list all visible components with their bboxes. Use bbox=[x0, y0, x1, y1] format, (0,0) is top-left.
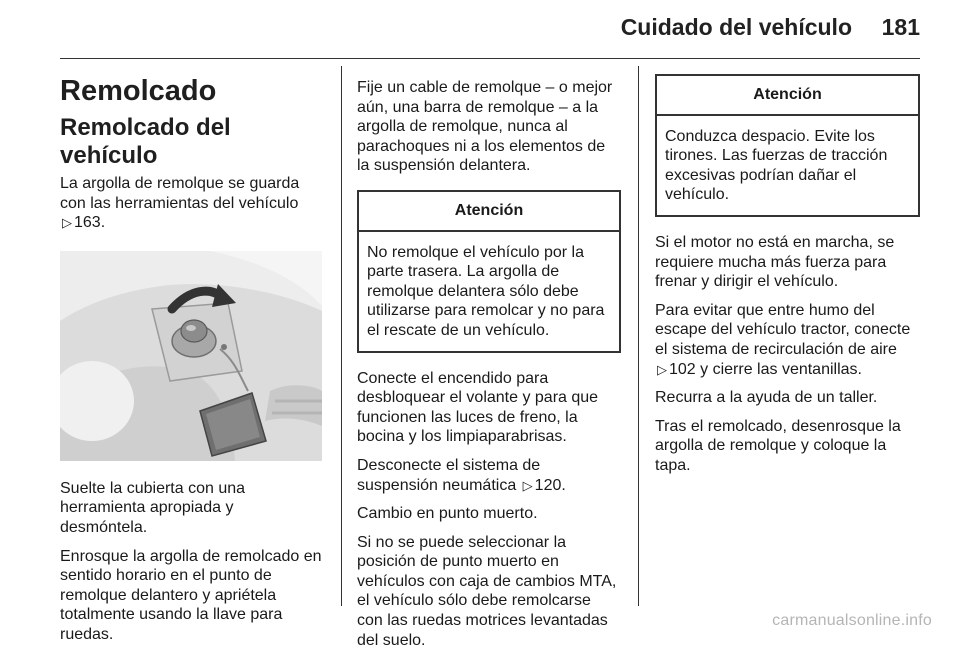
column-3 bbox=[655, 74, 920, 485]
paragraph-towing-eye-storage: La argolla de remolque se guarda con las herramientas del vehículo ▷ 163. bbox=[60, 175, 300, 232]
paragraph-remove-cover: Suelte la cubierta con una herramienta apropiada y desmóntela. bbox=[60, 479, 246, 536]
page-number: 181 bbox=[881, 14, 920, 40]
paragraph-mta-gearbox: Si no se puede seleccionar la posición de punto muerto en vehículos con caja de cambios MTA, el vehículo sólo debe remolcarse con las ruedas motrices levantadas del suelo. bbox=[357, 533, 617, 649]
column-2 bbox=[357, 78, 621, 659]
paragraph-air-suspension: Desconecte el sistema de suspensión neumática ▷ 120. bbox=[357, 456, 566, 494]
paragraph-screw-in-eye: Enrosque la argolla de remolcado en sentido horario en el punto de remolque delantero y apriétela totalmente usando la llave para ruedas. bbox=[60, 547, 322, 643]
page-reference[interactable]: ▷ 120. bbox=[522, 476, 566, 494]
paragraph-engine-off: Si el motor no está en marcha, se requiere mucha más fuerza para frenar y dirigir el vehículo. bbox=[655, 233, 895, 291]
paragraph-neutral: Cambio en punto muerto. bbox=[357, 505, 538, 523]
watermark: carmanualsonline.info bbox=[772, 612, 932, 629]
towing-eye-illustration bbox=[60, 251, 322, 461]
column-divider-2 bbox=[638, 66, 639, 606]
arrow-right-icon: ▷ bbox=[522, 477, 533, 493]
section-title: Remolcado bbox=[60, 75, 217, 107]
towing-eye-figure bbox=[60, 251, 322, 461]
paragraph-after-towing: Tras el remolcado, desenrosque la argolla de remolque y coloque la tapa. bbox=[655, 417, 901, 474]
warning-title: Atención bbox=[359, 192, 619, 232]
paragraph-workshop: Recurra a la ayuda de un taller. bbox=[655, 389, 878, 407]
subsection-title: Remolcado del vehículo bbox=[60, 114, 231, 169]
header-rule bbox=[60, 58, 920, 59]
warning-body: Conduzca despacio. Evite los tirones. Las fuerzas de tracción excesivas podrían dañar el vehículo. bbox=[665, 127, 888, 204]
arrow-right-icon: ▷ bbox=[657, 361, 667, 377]
warning-body: No remolque el vehículo por la parte trasera. La argolla de remolque delantera sólo debe utilizarse para remolcar y no para el rescate de un vehículo. bbox=[367, 243, 605, 339]
paragraph-ignition-on: Conecte el encendido para desbloquear el volante y para que funcionen las luces de freno, la bocina y los limpiaparabrisas. bbox=[357, 369, 599, 446]
warning-title: Atención bbox=[657, 76, 918, 116]
column-divider-1 bbox=[341, 66, 342, 606]
running-header-title: Cuidado del vehículo bbox=[620, 14, 852, 40]
warning-box bbox=[655, 74, 920, 217]
warning-box bbox=[357, 190, 621, 353]
paragraph-air-recirculation: Para evitar que entre humo del escape del vehículo tractor, conecte el sistema de recirculación de aire ▷ 102 y cierre las ventanillas. bbox=[655, 301, 911, 378]
paragraph-attach-cable: Fije un cable de remolque – o mejor aún, una barra de remolque – a la argolla de remolque, nunca al parachoques ni a los elementos de la suspensión delantera. bbox=[357, 79, 613, 175]
page-reference[interactable]: ▷ 102 y cierre las ventanillas. bbox=[657, 360, 862, 378]
arrow-right-icon: ▷ bbox=[62, 215, 72, 231]
page-reference[interactable]: ▷ 163. bbox=[62, 214, 106, 232]
column-1 bbox=[60, 72, 324, 654]
